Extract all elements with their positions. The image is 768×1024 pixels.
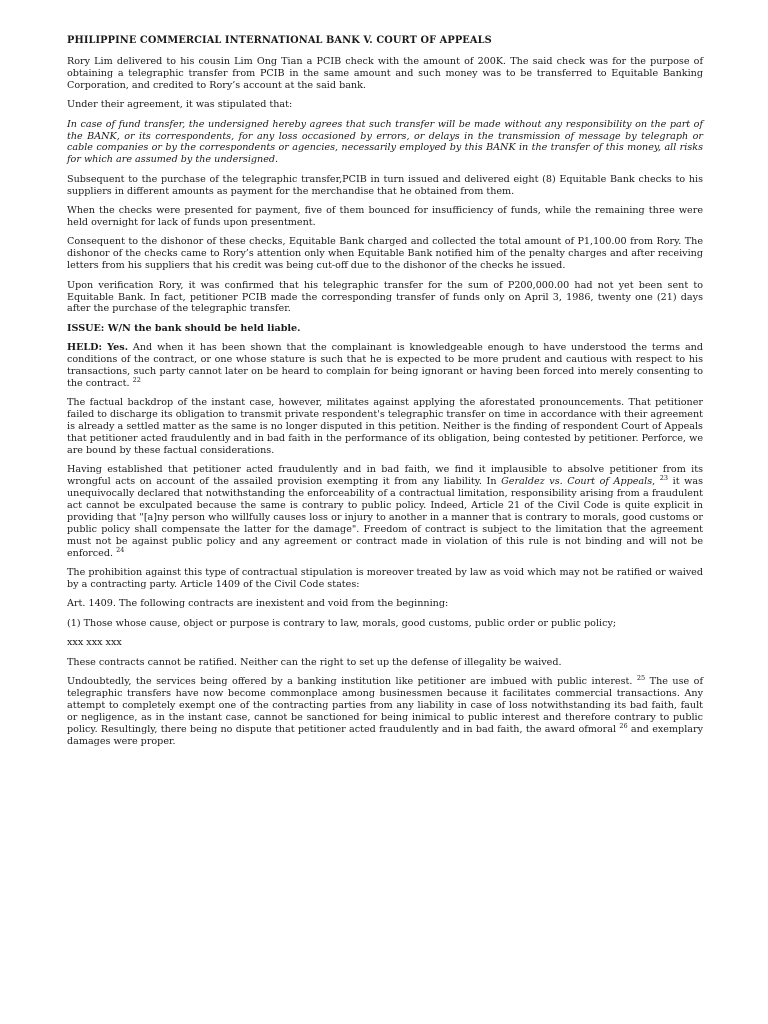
paragraph-factual-backdrop: The factual backdrop of the instant case, however, militates against applying the aforestated pronouncements. That petitioner failed to discharge its obligation to transmit private respondent's telegraphic transfer on time in accordance with their agreement is already a settled matter as the same is no longer disputed in this petition. Neither is the finding of respondent Court of Appeals that petitioner acted fraudulently and in bad faith in the performance of its obligation, being contested by petitioner. Perforce, we are bound by these factual considerations. xyxy=(67,397,703,456)
paragraph-fraud-analysis xyxy=(67,464,703,559)
footnote-ref-25: 25 xyxy=(636,673,646,682)
paragraph-conclusion xyxy=(67,673,703,747)
paragraph-facts-dishonor: Consequent to the dishonor of these checks, Equitable Bank charged and collected the total amount of P1,100.00 from Rory. The dishonor of the checks came to Rory’s attention only when Equitable Bank notified him of the penalty charges and after receiving letters from his suppliers that his credit was being cut-off due to the dishonor of the checks he issued. xyxy=(67,236,703,272)
held-label: HELD: Yes. xyxy=(67,342,129,354)
paragraph-ellipsis: xxx xxx xxx xyxy=(67,637,122,649)
case-citation: Geraldez vs. Court of Appeals xyxy=(501,476,653,488)
paragraph-held xyxy=(67,342,703,390)
document-title: PHILIPPINE COMMERCIAL INTERNATIONAL BANK V. COURT OF APPEALS xyxy=(67,35,492,46)
paragraph-article-1409: Art. 1409. The following contracts are inexistent and void from the beginning: xyxy=(67,598,449,610)
paragraph-fraud-part-a: Having established that petitioner acted fraudulently and in bad faith, we find it implausible to absolve petitioner from its wrongful acts on account of the assailed provision exempting it from any liability. In xyxy=(67,464,703,488)
paragraph-article-item-1: (1) Those whose cause, object or purpose is contrary to law, morals, good customs, public order or public policy; xyxy=(67,617,617,629)
paragraph-ratification: These contracts cannot be ratified. Neither can the right to set up the defense of illegality be waived. xyxy=(67,656,562,668)
paragraph-fraud-part-b: , xyxy=(652,476,660,488)
paragraph-conclusion-part-c: and exemplary damages were proper. xyxy=(67,723,703,747)
issue-statement xyxy=(67,323,703,335)
paragraph-facts-checks: Subsequent to the purchase of the telegraphic transfer,PCIB in turn issued and delivered eight (8) Equitable Bank checks to his suppliers in different amounts as payment for the merchandise that he obtained from them. xyxy=(67,173,703,197)
paragraph-facts-verification: Upon verification Rory, it was confirmed that his telegraphic transfer for the sum of P200,000.00 had not yet been sent to Equitable Bank. In fact, petitioner PCIB made the corresponding transfer of funds only on April 3, 1986, twenty one (21) days after the purchase of the telegraphic transfer. xyxy=(67,279,703,315)
footnote-ref-26: 26 xyxy=(619,721,628,730)
paragraph-facts-1: Rory Lim delivered to his cousin Lim Ong Tian a PCIB check with the amount of 200K. The said check was for the purpose of obtaining a telegraphic transfer from PCIB in the same amount and such money was to be transferred to Equitable Banking Corporation, and credited to Rory’s account at the said bank. xyxy=(67,56,703,91)
issue-text: ISSUE: W/N the bank should be held liable. xyxy=(67,322,301,334)
paragraph-stipulation-quote: In case of fund transfer, the undersigned hereby agrees that such transfer will be made without any responsibility on the part of the BANK, or its correspondents, for any loss occasioned by errors, or delays in the transmission of message by telegraph or cable companies or by the correspondents or agencies, necessarily employed by this BANK in the transfer of this money, all risks for which are assumed by the undersigned. xyxy=(67,118,703,166)
paragraph-conclusion-part-b: The use of telegraphic transfers have now become commonplace among businessmen because it facilitates commercial transactions. Any attempt to completely exempt one of the contracting parties from any liability in case of loss notwithstanding its bad faith, fault or negligence, as in the instant case, cannot be sanctioned for being inimical to public interest and therefore contrary to public policy. Resultingly, there being no dispute that petitioner acted fraudulently and in bad faith, the award ofmoral xyxy=(67,676,703,735)
paragraph-facts-bounced: When the checks were presented for payment, five of them bounced for insufficiency of funds, while the remaining three were held overnight for lack of funds upon presentment. xyxy=(67,205,703,228)
paragraph-agreement-intro: Under their agreement, it was stipulated that: xyxy=(67,99,293,111)
footnote-ref-23: 23 xyxy=(659,474,669,483)
footnote-ref-24: 24 xyxy=(116,545,125,554)
footnote-ref-22: 22 xyxy=(132,375,141,384)
paragraph-fraud-part-c: it was unequivocally declared that notwithstanding the enforceability of a contractual limitation, responsibility arising from a fraudulent act cannot be exculpated because the same is contrary to public policy. Indeed, Article 21 of the Civil Code is quite explicit in providing that "[a]ny person who willfully causes loss or injury to another in a manner that is contrary to morals, good customs or public policy shall compensate the latter for the damage". Freedom of contract is subject to the limitation that the agreement must not be against public policy and any agreement or contract made in violation of this rule is not binding and will not be enforced. xyxy=(67,476,703,559)
held-text: And when it has been shown that the complainant is knowledgeable enough to have understood the terms and conditions of the contract, or one whose stature is such that he is expected to be more prudent and cautious with respect to his transactions, such party cannot later on be heard to complain for being ignorant or having been forced into merely consenting to the contract. xyxy=(67,342,703,389)
paragraph-conclusion-part-a: Undoubtedly, the services being offered by a banking institution like petitioner are imbued with public interest. xyxy=(67,676,637,688)
paragraph-prohibition: The prohibition against this type of contractual stipulation is moreover treated by law as void which may not be ratified or waived by a contracting party. Article 1409 of the Civil Code states: xyxy=(67,567,703,591)
